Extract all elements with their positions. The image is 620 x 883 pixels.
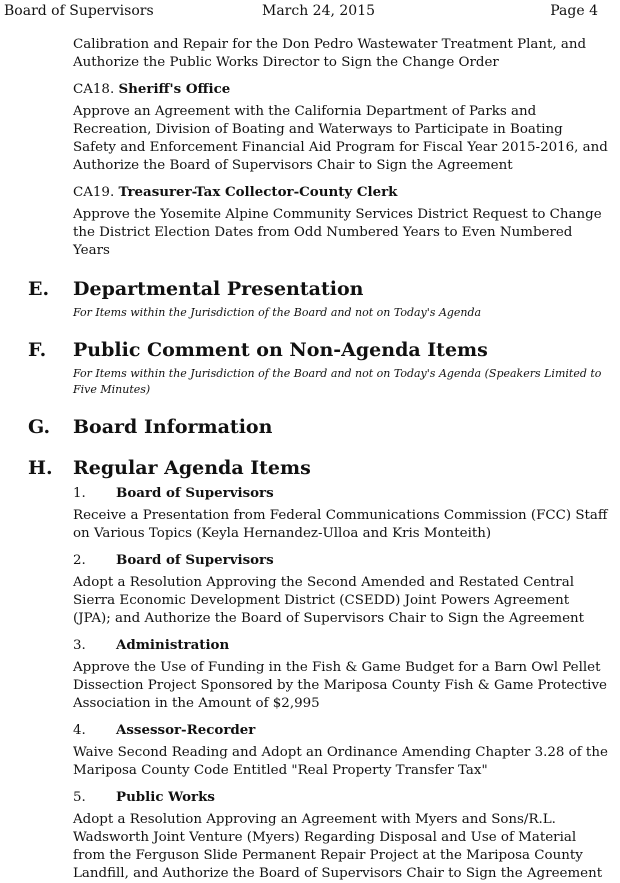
section-heading: Board Information (73, 416, 273, 438)
section-letter: E. (28, 278, 50, 300)
header-page: Page 4 (550, 3, 598, 19)
section-heading: Regular Agenda Items (73, 457, 311, 479)
regular-item-dept: Administration (116, 637, 230, 653)
regular-item-heading (73, 551, 608, 570)
consent-item-text: Approve the Yosemite Alpine Community Services District Request to Change the District Election Dates from Odd Numbered Years to Even Numbered Years (73, 207, 602, 258)
regular-item-dept: Board of Supervisors (116, 485, 274, 501)
section-heading: Public Comment on Non-Agenda Items (73, 339, 488, 361)
header-board: Board of Supervisors (4, 3, 154, 19)
consent-item-dept: Treasurer-Tax Collector-County Clerk (118, 184, 398, 200)
header-date: March 24, 2015 (262, 3, 376, 19)
regular-item-number: 5. (73, 790, 86, 805)
regular-item-text: Adopt a Resolution Approving the Second Amended and Restated Central Sierra Economic Development District (CSEDD) Joint Powers Agreement (JPA); and Authorize the Board of Supervisors Chair to Sign the Agreement (73, 575, 585, 626)
section-g (28, 415, 608, 439)
regular-item-text: Approve the Use of Funding in the Fish & Game Budget for a Barn Owl Pellet Dissection Project Sponsored by the Mariposa County Fish & Game Protective Association in the Amount of $2,995 (73, 660, 607, 711)
section-letter: H. (28, 457, 53, 479)
regular-item-dept: Assessor-Recorder (116, 722, 256, 738)
section-note: For Items within the Jurisdiction of the Board and not on Today's Agenda (73, 306, 482, 319)
section-letter: F. (28, 339, 47, 361)
consent-item-heading (73, 80, 608, 99)
regular-item-text: Adopt a Resolution Approving an Agreement with Myers and Sons/R.L. Wadsworth Joint Venture (Myers) Regarding Disposal and Use of Material from the Ferguson Slide Permanent Repair Project at the Mariposa County Landfill, and Authorize the Board of Supervisors Chair to Sign the Agreement (73, 812, 603, 881)
section-title (28, 277, 608, 301)
consent-item-text: Approve an Agreement with the California Department of Parks and Recreation, Division of Boating and Waterways to Participate in Boating Safety and Enforcement Financial Aid Program for Fiscal Year 2015-2016, and Authorize the Board of Supervisors Chair to Sign the Agreement (73, 104, 608, 173)
regular-item-text: Waive Second Reading and Adopt an Ordinance Amending Chapter 3.28 of the Mariposa County Code Entitled "Real Property Transfer Tax" (73, 745, 608, 778)
regular-item-number: 4. (73, 723, 86, 738)
page-header (0, 3, 620, 23)
regular-item-heading (73, 788, 608, 807)
agenda-content (28, 36, 608, 883)
regular-item-dept: Board of Supervisors (116, 552, 274, 568)
section-title (28, 338, 608, 362)
consent-item-dept: Sheriff's Office (118, 81, 231, 97)
consent-item-code: CA19. (73, 185, 115, 200)
section-title (28, 456, 608, 480)
section-note: For Items within the Jurisdiction of the Board and not on Today's Agenda (Speakers Limited to Five Minutes) (73, 367, 602, 396)
section-f (28, 338, 608, 398)
consent-item-heading (73, 183, 608, 202)
regular-item-number: 3. (73, 638, 86, 653)
consent-items (73, 36, 608, 260)
regular-item-number: 1. (73, 486, 86, 501)
section-letter: G. (28, 416, 51, 438)
continued-item-text: Calibration and Repair for the Don Pedro Wastewater Treatment Plant, and Authorize the Public Works Director to Sign the Change Order (73, 37, 587, 70)
section-title (28, 415, 608, 439)
section-e (28, 277, 608, 321)
regular-item-heading (73, 721, 608, 740)
section-heading: Departmental Presentation (73, 278, 364, 300)
regular-item-heading (73, 636, 608, 655)
regular-item-dept: Public Works (116, 789, 215, 805)
regular-item-text: Receive a Presentation from Federal Communications Commission (FCC) Staff on Various Topics (Keyla Hernandez-Ulloa and Kris Monteith) (73, 508, 608, 541)
regular-item-number: 2. (73, 553, 86, 568)
regular-items (73, 484, 608, 883)
consent-item-code: CA18. (73, 82, 115, 97)
regular-item-heading (73, 484, 608, 503)
section-h (28, 456, 608, 883)
